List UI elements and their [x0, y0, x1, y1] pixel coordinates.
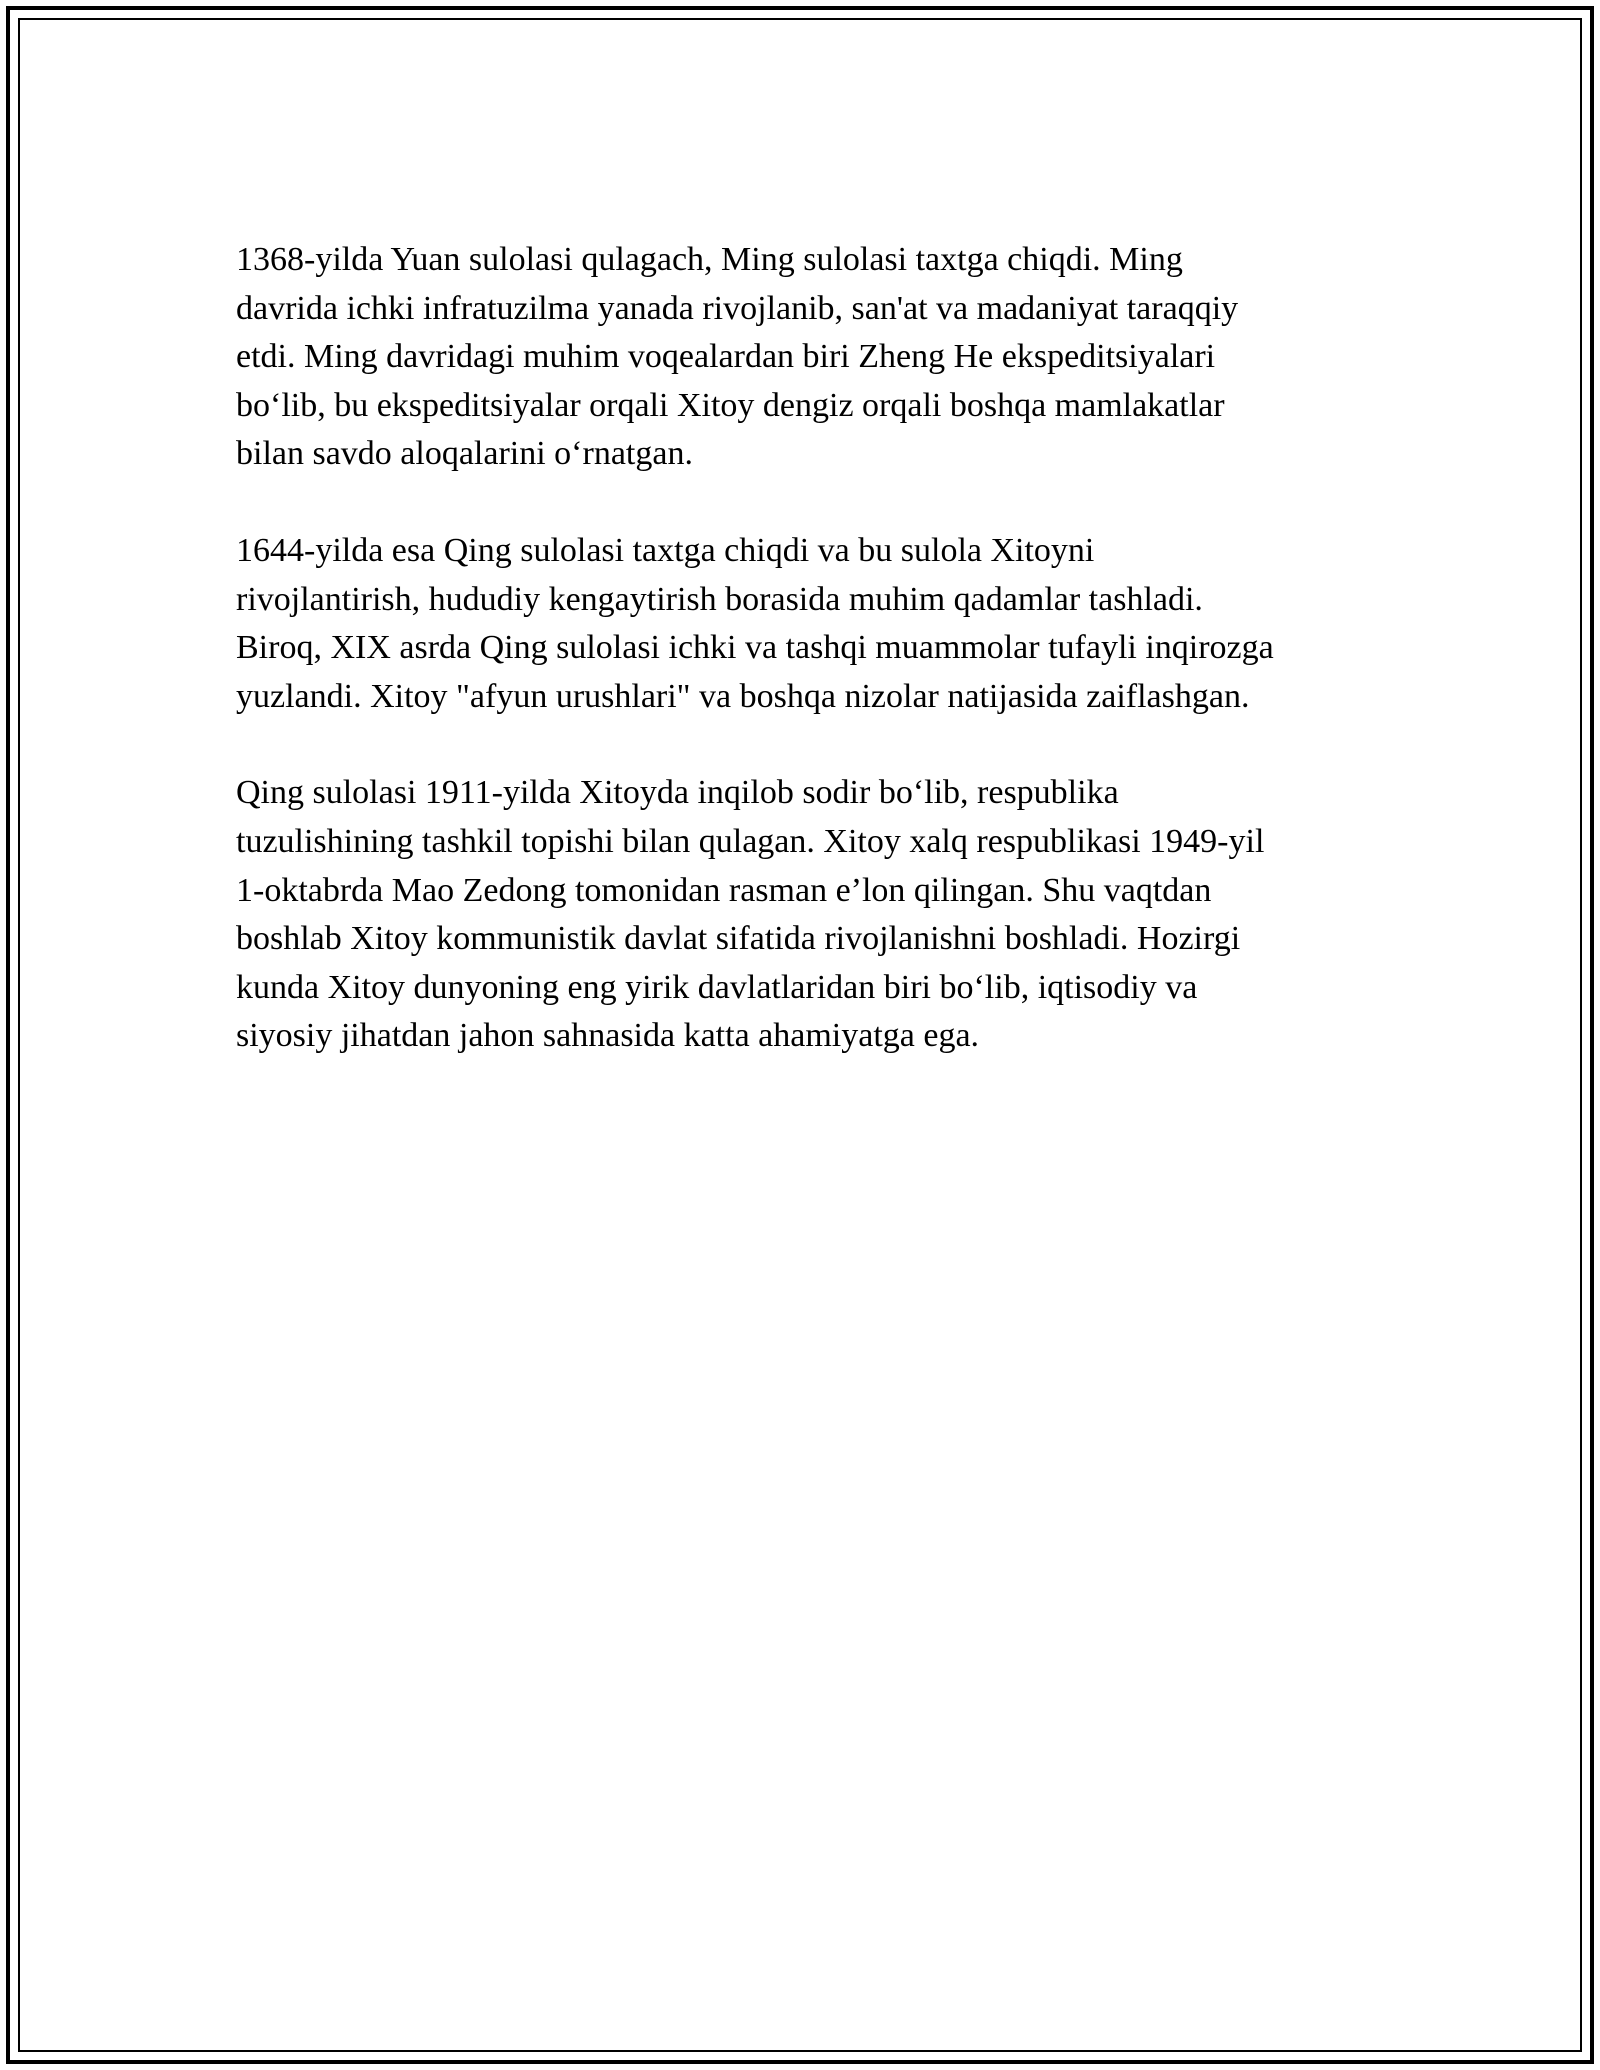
text-line: kunda Xitoy dunyoning eng yirik davlatlaridan biri bo‘lib, iqtisodiy va: [236, 968, 1198, 1006]
text-line: yuzlandi. Xitoy "afyun urushlari" va boshqa nizolar natijasida zaiflashgan.: [236, 677, 1250, 715]
text-line: 1368-yilda Yuan sulolasi qulagach, Ming sulolasi taxtga chiqdi. Ming: [236, 241, 1183, 278]
paragraph-3: [236, 769, 1376, 1061]
text-line: 1644-yilda esa Qing sulolasi taxtga chiqdi va bu sulola Xitoyni: [236, 531, 1095, 569]
paragraph-2: [236, 527, 1376, 721]
text-line: tuzulishining tashkil topishi bilan qulagan. Xitoy xalq respublikasi 1949-yil: [236, 822, 1265, 860]
text-line: siyosiy jihatdan jahon sahnasida katta ahamiyatga ega.: [236, 1017, 980, 1055]
paragraph-1: [236, 236, 1376, 479]
text-line: Biroq, XIX asrda Qing sulolasi ichki va tashqi muammolar tufayli inqirozga: [236, 629, 1274, 667]
text-line: bilan savdo aloqalarini o‘rnatgan.: [236, 435, 693, 473]
text-line: boshlab Xitoy kommunistik davlat sifatida rivojlanishni boshladi. Hozirgi: [236, 920, 1241, 958]
text-line: rivojlantirish, hududiy kengaytirish borasida muhim qadamlar tashladi.: [236, 580, 1203, 618]
text-line: Qing sulolasi 1911-yilda Xitoyda inqilob sodir bo‘lib, respublika: [236, 774, 1119, 812]
text-line: 1-oktabrda Mao Zedong tomonidan rasman e’lon qilingan. Shu vaqtdan: [236, 871, 1212, 909]
document-body: [236, 236, 1376, 1109]
text-line: davrida ichki infratuzilma yanada rivojlanib, san'at va madaniyat taraqqiy: [236, 289, 1239, 327]
text-line: etdi. Ming davridagi muhim voqealardan biri Zheng He ekspeditsiyalari: [236, 338, 1216, 376]
text-line: bo‘lib, bu ekspeditsiyalar orqali Xitoy dengiz orqali boshqa mamlakatlar: [236, 386, 1225, 424]
